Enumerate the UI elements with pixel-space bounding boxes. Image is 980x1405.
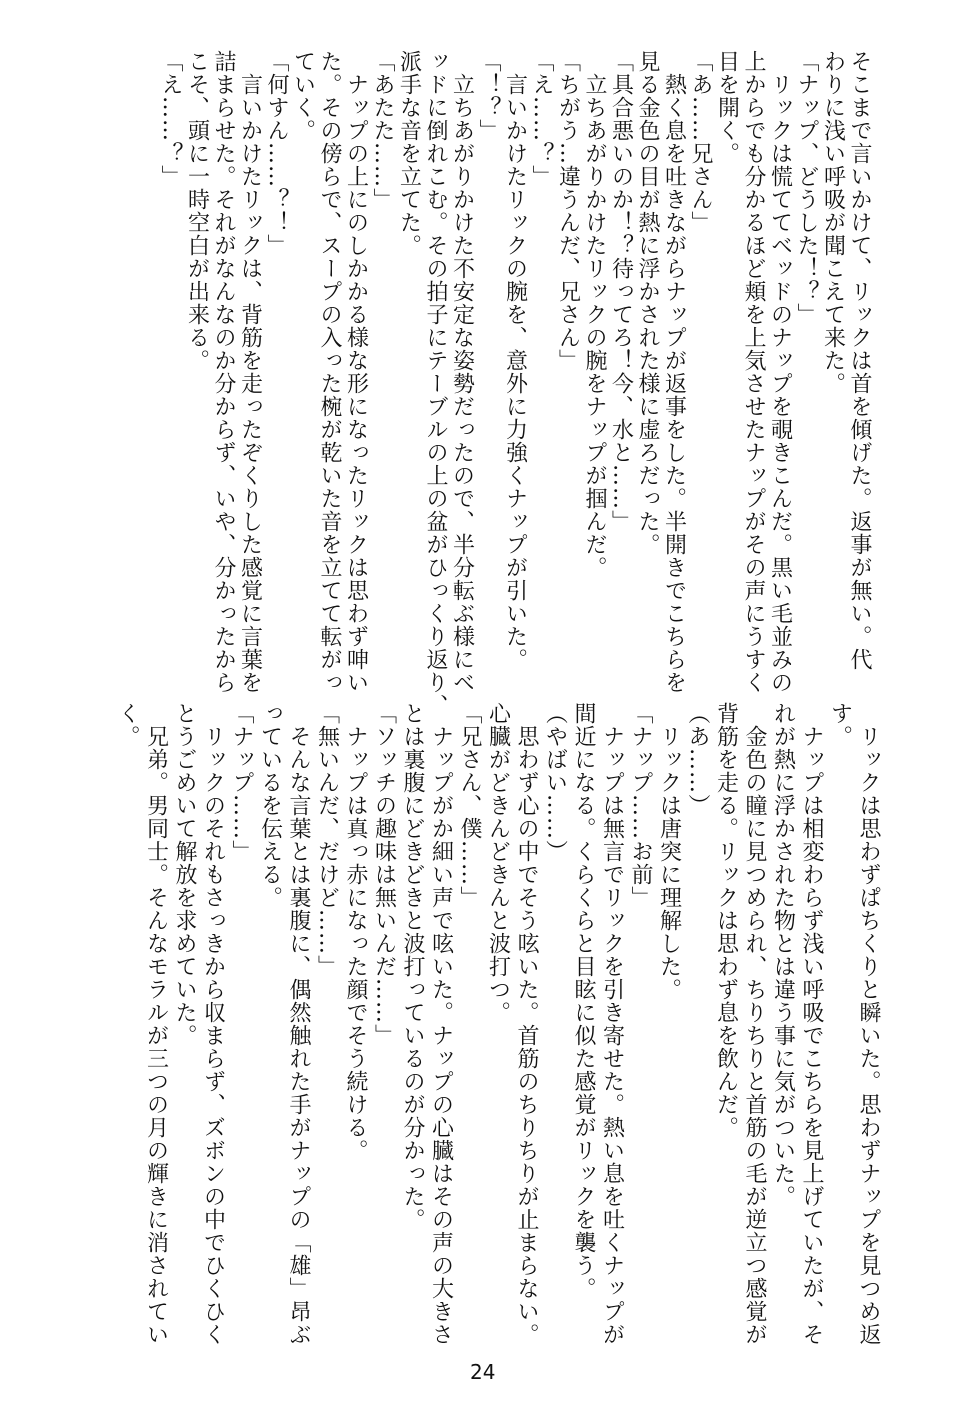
text-column: 間近になる。くらくらと目眩に似た感覚がリックを襲う。 [571,702,596,1300]
text-column: ナップがか細い声で呟いた。ナップの心臓はその声の大きさ [428,702,454,1346]
text-column: ナップは真っ赤になった顔でそう続ける。 [343,702,368,1162]
text-column: 言いかけたリックの腕を、意外に力強くナップが引いた。 [502,50,528,671]
text-column: 「！？」 [476,50,501,142]
text-column: れが熱に浮かされた物とは違う事に気がついた。 [770,702,796,1208]
text-column: 思わず心の中でそう呟いた。首筋のちりちりが止まらない。 [514,702,539,1346]
text-column: 「何すん……？！」 [264,50,289,257]
text-column: ていく。 [290,50,316,142]
text-column: 立ちあがりかけた不安定な姿勢だったので、半分転ぶ様にベ [449,50,475,694]
text-column: 見る金色の目が熱に浮かされた様に虚ろだった。 [635,50,660,556]
text-column: っているを伝える。 [257,702,283,909]
text-column: た。その傍らで、スープの入った椀が乾いた音を立てて転がっ [317,50,342,694]
text-column: 金色の瞳に見つめられ、ちりちりと首筋の毛が逆立つ感覚が [742,702,767,1346]
text-column: ナップの上にのしかかる様な形になったリックは思わず呻い [343,50,369,694]
text-column: とは裏腹にどきどきと波打っているのが分かった。 [400,702,425,1231]
text-column: 目を開く。 [714,50,740,165]
text-column: 派手な音を立てた。 [396,50,422,257]
text-column: 兄弟。男同士。そんなモラルが三つの月の輝きに消されてい [143,702,169,1346]
text-column: わりに浅い呼吸が聞こえて来た。 [820,50,846,395]
text-column: 「ソッチの趣味は無いんだ……」 [371,702,397,1047]
text-column: 言いかけたリックは、背筋を走ったぞくりした感覚に言葉を [237,50,263,694]
text-column: ッドに倒れこむ。その拍子にテーブルの上の盆がひっくり返り、 [423,50,448,717]
text-column: 「あ……兄さん」 [688,50,713,234]
text-column: 「ナップ……」 [229,702,254,863]
text-column: 「ちがう…違うんだ、兄さん」 [555,50,581,372]
text-column: ナップは相変わらず浅い呼吸でこちらを見上げていたが、そ [799,702,824,1346]
text-column: リックは慌ててベッドのナップを覗きこんだ。黒い毛並みの [767,50,793,694]
bottom-text-block [113,702,883,1346]
text-column: とうごめいて解放を求めていた。 [172,702,197,1047]
text-column: 「あたた……」 [370,50,395,211]
text-column: 詰まらせた。それがなんなのか分からず、いや、分かったから [211,50,236,694]
text-column: 立ちあがりかけたリックの腕をナップが掴んだ。 [582,50,607,579]
text-column: 「無いんだ、だけど……」 [314,702,340,978]
text-column: （あ……） [685,702,710,817]
text-column: 心臓がどきんどきんと波打つ。 [485,702,511,1024]
text-column: そこまで言いかけて、リックは首を傾げた。返事が無い。代 [847,50,872,671]
text-column: く。 [115,702,140,748]
text-column: 「具合悪いのか！？待ってろ！今、水と……」 [608,50,634,533]
page-number: 24 [470,1360,496,1384]
text-column: 「ナップ、どうした！？」 [794,50,819,326]
text-column: 熱く息を吐きながらナップが返事をした。半開きでこちらを [661,50,687,694]
text-column: リックは思わずぱちくりと瞬いた。思わずナップを見つめ返 [856,702,881,1346]
text-column: 「え……？」 [158,50,183,188]
text-column: リックは唐突に理解した。 [656,702,682,1001]
text-column: 「ナップ……お前」 [628,702,653,909]
top-text-block [157,50,873,717]
text-column: す。 [827,702,853,748]
text-column: （やばい……） [542,702,568,863]
text-column: 背筋を走る。リックは思わず息を飲んだ。 [713,702,739,1139]
text-column: こそ、頭に一時空白が出来る。 [184,50,210,372]
text-column: 上からでも分かるほど頬を上気させたナップがその声にうすく [741,50,766,694]
text-column: 「兄さん、僕……」 [457,702,482,909]
text-column: 「え……？」 [529,50,554,188]
text-column: そんな言葉とは裏腹に、偶然触れた手がナップの「雄」昂ぶ [286,702,311,1346]
text-column: リックのそれもさっきから収まらず、ズボンの中でひくひく [200,702,226,1346]
text-column: ナップは無言でリックを引き寄せた。熱い息を吐くナップが [599,702,625,1346]
